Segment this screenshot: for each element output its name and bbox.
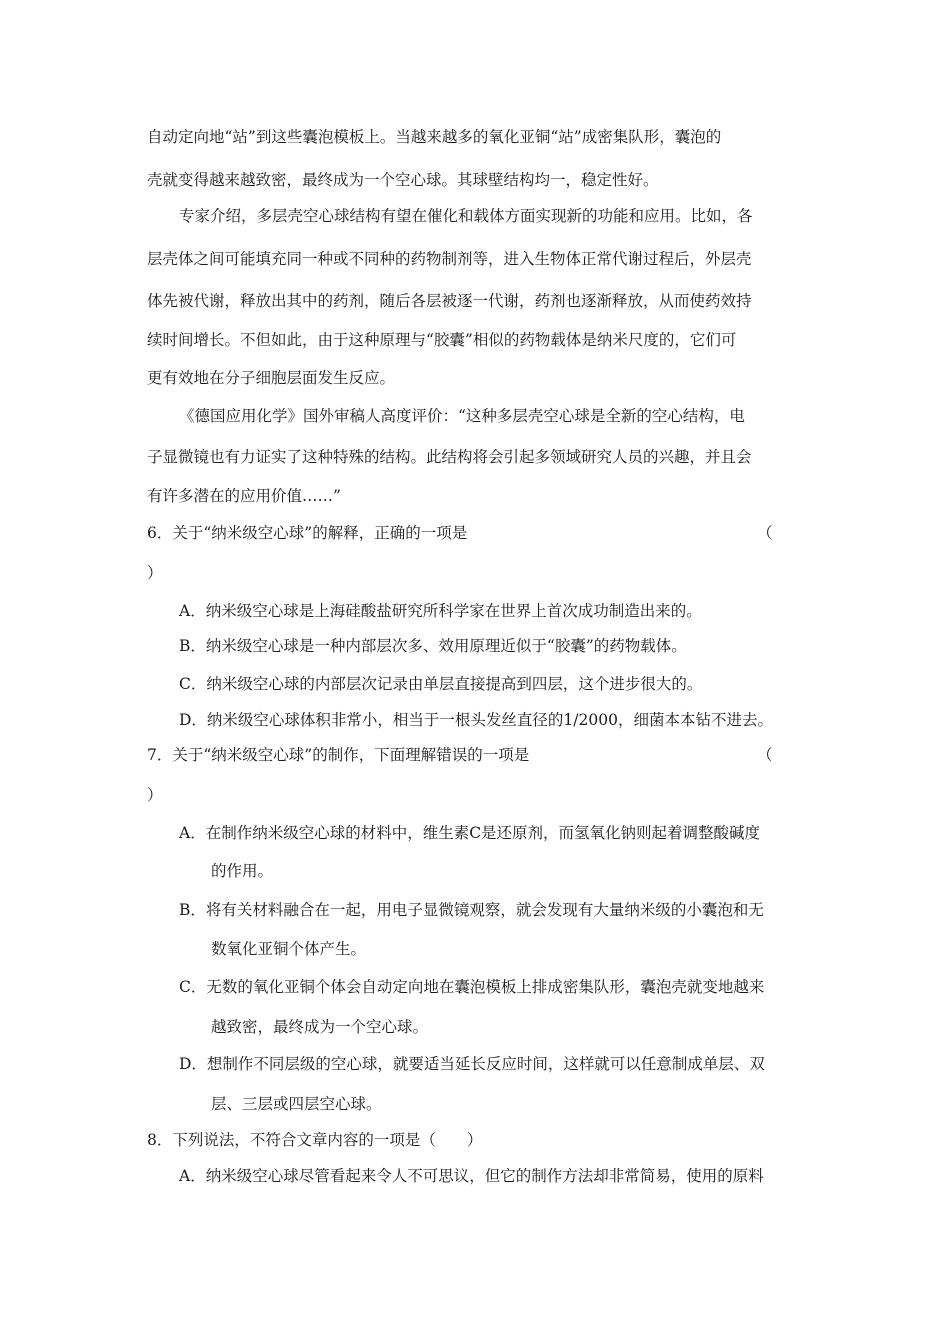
q7-stem: 7．关于“纳米级空心球”的制作，下面理解错误的一项是 — [147, 746, 530, 764]
q7-option-a-line-1: A．在制作纳米级空心球的材料中，维生素C是还原剂，而氢氧化钠则起着调整酸碱度 — [179, 824, 761, 842]
q7-option-b-line-1: B．将有关材料融合在一起，用电子显微镜观察，就会发现有大量纳米级的小囊泡和无 — [179, 901, 764, 919]
q7-option-b-line-2: 数氧化亚铜个体产生。 — [211, 940, 367, 958]
passage-p1-line-1: 自动定向地“站”到这些囊泡模板上。当越来越多的氧化亚铜“站”成密集队形，囊泡的 — [147, 128, 722, 146]
q7-option-a-line-2: 的作用。 — [211, 862, 274, 880]
q6-option-d: D．纳米级空心球体积非常小，相当于一根头发丝直径的1/2000，细菌本本钻不进去。 — [179, 711, 773, 729]
passage-p3-line-1: 《德国应用化学》国外审稿人高度评价：“这种多层壳空心球是全新的空心结构，电 — [179, 407, 745, 425]
q6-option-c: C．纳米级空心球的内部层次记录由单层直接提高到四层，这个进步很大的。 — [179, 675, 703, 693]
q7-option-c-line-1: C．无数的氧化亚铜个体会自动定向地在囊泡模板上排成密集队形，囊泡壳就变地越来 — [179, 978, 765, 996]
q6-stem: 6．关于“纳米级空心球”的解释，正确的一项是 — [147, 524, 468, 542]
q8-option-a: A．纳米级空心球尽管看起来令人不可思议，但它的制作方法却非常简易，使用的原料 — [179, 1167, 764, 1185]
q7-option-c-line-2: 越致密，最终成为一个空心球。 — [211, 1018, 429, 1036]
passage-p2-line-3: 体先被代谢，释放出其中的药剂，随后各层被逐一代谢，药剂也逐渐释放，从而使药效持 — [147, 292, 752, 310]
q6-paren-close: ） — [147, 564, 163, 582]
passage-p2-line-2: 层壳体之间可能填充同一种或不同种的药物制剂等，进入生物体正常代谢过程后，外层壳 — [147, 250, 752, 268]
q7-option-d-line-2: 层、三层或四层空心球。 — [211, 1095, 382, 1113]
q7-paren-open: （ — [757, 746, 773, 764]
passage-p1-line-2: 壳就变得越来越致密，最终成为一个空心球。其球壁结构均一，稳定性好。 — [147, 171, 659, 189]
passage-p2-line-5: 更有效地在分子细胞层面发生反应。 — [147, 369, 396, 387]
q8-stem: 8．下列说法，不符合文章内容的一项是（ ） — [147, 1131, 483, 1149]
passage-p2-line-1: 专家介绍，多层壳空心球结构有望在催化和载体方面实现新的功能和应用。比如，各 — [179, 207, 753, 225]
passage-p2-line-4: 续时间增长。不但如此，由于这种原理与“胶囊”相似的药物载体是纳米尺度的，它们可 — [147, 331, 737, 349]
q6-option-a: A．纳米级空心球是上海硅酸盐研究所科学家在世界上首次成功制造出来的。 — [179, 602, 702, 620]
q6-paren-open: （ — [757, 524, 773, 542]
passage-p3-line-3: 有许多潜在的应用价值……” — [147, 487, 341, 505]
passage-p3-line-2: 子显微镜也有力证实了这种特殊的结构。此结构将会引起多领域研究人员的兴趣，并且会 — [147, 448, 752, 466]
q6-option-b: B．纳米级空心球是一种内部层次多、效用原理近似于“胶囊”的药物载体。 — [179, 637, 687, 655]
q7-option-d-line-1: D．想制作不同层级的空心球，就要适当延长反应时间，这样就可以任意制成单层、双 — [179, 1055, 765, 1073]
q7-paren-close: ） — [147, 786, 163, 804]
